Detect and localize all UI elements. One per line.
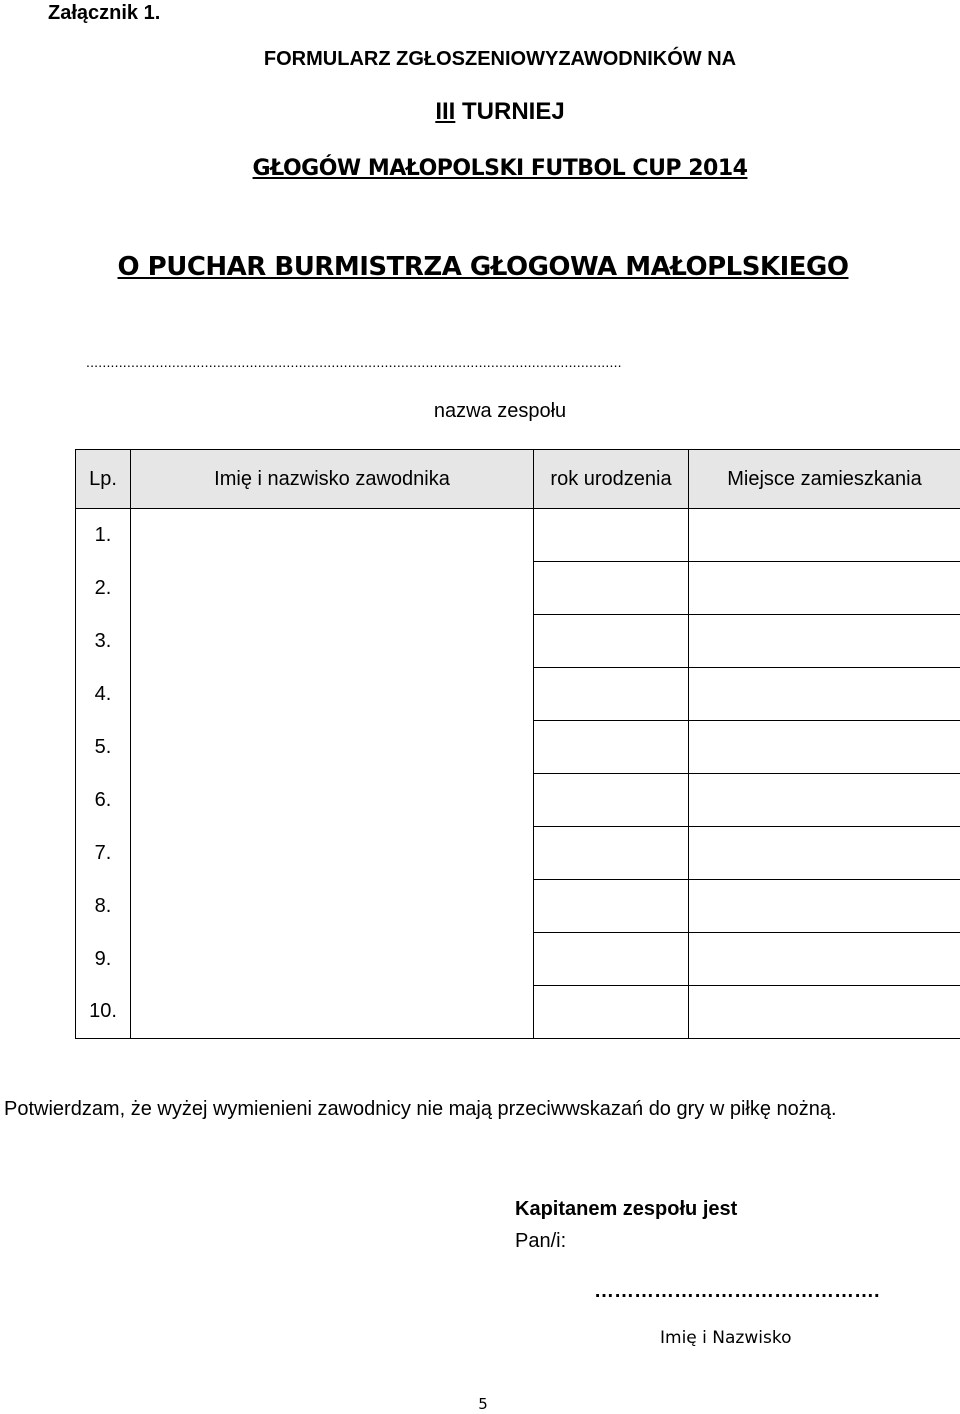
player-name-cell[interactable] xyxy=(131,827,534,880)
residence-cell[interactable] xyxy=(689,615,960,668)
residence-cell[interactable] xyxy=(689,880,960,933)
player-name-cell[interactable] xyxy=(131,986,534,1039)
cup-name: GŁOGÓW MAŁOPOLSKI FUTBOL CUP 2014 xyxy=(252,156,748,181)
table-header-row xyxy=(76,450,960,509)
birth-year-cell[interactable] xyxy=(534,827,689,880)
form-title: FORMULARZ ZGŁOSZENIOWYZAWODNIKÓW NA xyxy=(263,48,737,70)
row-number: 1. xyxy=(76,509,131,562)
header-lp: Lp. xyxy=(76,450,131,509)
row-number: 8. xyxy=(76,880,131,933)
player-name-cell[interactable] xyxy=(131,721,534,774)
row-number: 7. xyxy=(76,827,131,880)
header-player-name: Imię i nazwisko zawodnika xyxy=(131,450,534,509)
table-row xyxy=(76,668,960,721)
birth-year-cell[interactable] xyxy=(534,774,689,827)
edition-numeral: III xyxy=(435,98,456,125)
birth-year-cell[interactable] xyxy=(534,986,689,1039)
row-number: 9. xyxy=(76,933,131,986)
table-row xyxy=(76,562,960,615)
table-row xyxy=(76,880,960,933)
trophy-title: O PUCHAR BURMISTRZA GŁOGOWA MAŁOPLSKIEGO xyxy=(117,252,849,282)
row-number: 4. xyxy=(76,668,131,721)
birth-year-cell[interactable] xyxy=(534,933,689,986)
residence-cell[interactable] xyxy=(689,986,960,1039)
birth-year-cell[interactable] xyxy=(534,509,689,562)
row-number: 6. xyxy=(76,774,131,827)
row-number: 2. xyxy=(76,562,131,615)
player-name-cell[interactable] xyxy=(131,933,534,986)
birth-year-cell[interactable] xyxy=(534,615,689,668)
player-name-cell[interactable] xyxy=(131,615,534,668)
birth-year-cell[interactable] xyxy=(534,721,689,774)
residence-cell[interactable] xyxy=(689,721,960,774)
header-birth-year: rok urodzenia xyxy=(534,450,689,509)
confirmation-statement: Potwierdzam, że wyżej wymienieni zawodnicy nie mają przeciwwskazań do gry w piłkę nożną. xyxy=(4,1098,837,1120)
table-row xyxy=(76,986,960,1039)
residence-cell[interactable] xyxy=(689,827,960,880)
residence-cell[interactable] xyxy=(689,774,960,827)
captain-name-caption: Imię i Nazwisko xyxy=(660,1328,792,1348)
player-name-cell[interactable] xyxy=(131,509,534,562)
header-residence: Miejsce zamieszkania xyxy=(689,450,960,509)
players-table xyxy=(75,449,960,1039)
table-row xyxy=(76,721,960,774)
team-name-field[interactable]: ................................................................................................................................... xyxy=(86,354,622,370)
table-row xyxy=(76,509,960,562)
birth-year-cell[interactable] xyxy=(534,668,689,721)
tournament-word: TURNIEJ xyxy=(462,98,565,125)
page-number: 5 xyxy=(478,1395,488,1413)
residence-cell[interactable] xyxy=(689,933,960,986)
captain-name-field[interactable]: ……………………………………. xyxy=(594,1280,880,1302)
birth-year-cell[interactable] xyxy=(534,562,689,615)
residence-cell[interactable] xyxy=(689,668,960,721)
captain-label: Kapitanem zespołu jest xyxy=(515,1198,738,1220)
row-number: 5. xyxy=(76,721,131,774)
table-row xyxy=(76,933,960,986)
table-row xyxy=(76,774,960,827)
captain-pan-label: Pan/i: xyxy=(515,1230,567,1252)
player-name-cell[interactable] xyxy=(131,562,534,615)
residence-cell[interactable] xyxy=(689,562,960,615)
residence-cell[interactable] xyxy=(689,509,960,562)
player-name-cell[interactable] xyxy=(131,880,534,933)
birth-year-cell[interactable] xyxy=(534,880,689,933)
table-row xyxy=(76,827,960,880)
row-number: 3. xyxy=(76,615,131,668)
tournament-title xyxy=(0,98,960,126)
table-row xyxy=(76,615,960,668)
player-name-cell[interactable] xyxy=(131,668,534,721)
row-number: 10. xyxy=(76,986,131,1039)
team-name-label: nazwa zespołu xyxy=(433,400,567,422)
annex-label: Załącznik 1. xyxy=(48,2,161,24)
player-name-cell[interactable] xyxy=(131,774,534,827)
